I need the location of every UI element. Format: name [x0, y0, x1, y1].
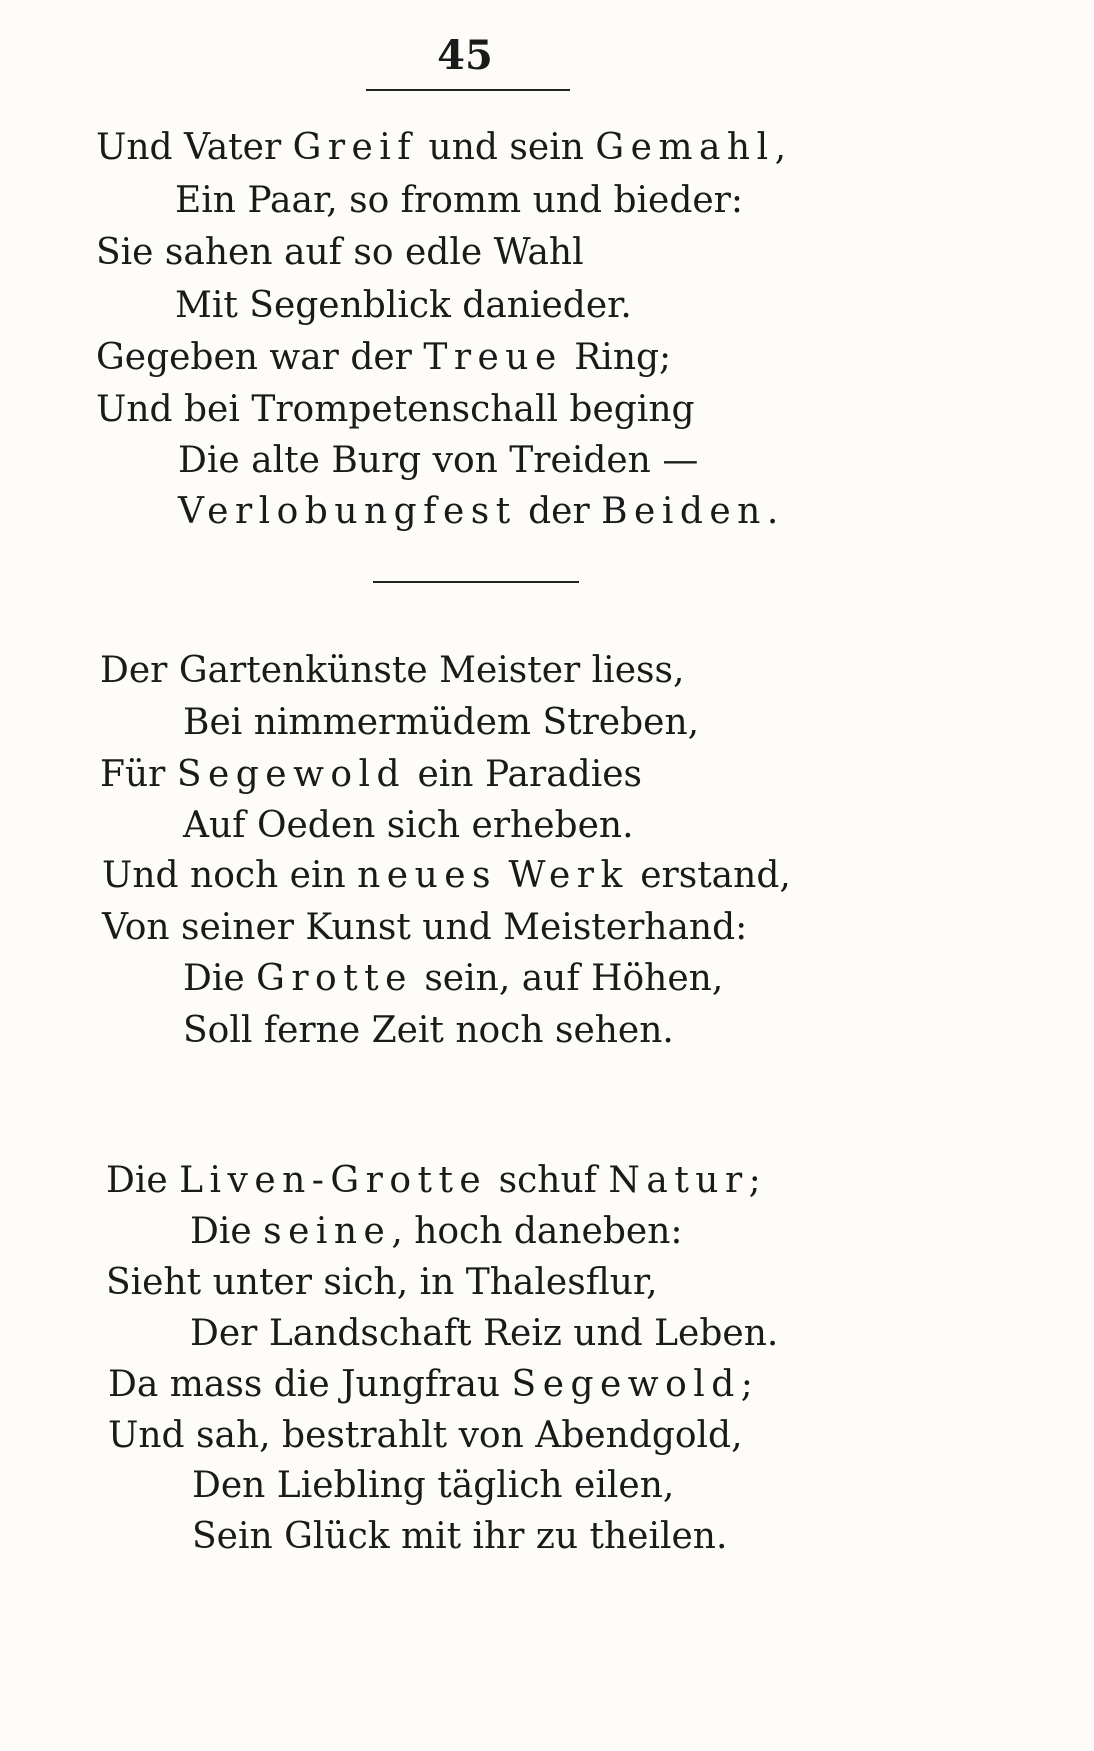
verse-text: Die — [183, 958, 257, 999]
verse-line — [102, 907, 748, 948]
verse-text: erstand, — [628, 855, 791, 896]
verse-text: Sieht unter sich, in Thalesflur, — [106, 1262, 658, 1303]
verse-text: Soll ferne Zeit noch sehen. — [183, 1010, 674, 1051]
verse-line — [106, 1262, 658, 1303]
verse-line — [175, 180, 744, 221]
verse-text: Sie sahen auf so edle Wahl — [96, 232, 584, 273]
spaced-emphasis: Grotte — [256, 958, 413, 999]
spaced-emphasis: Beiden — [601, 491, 767, 532]
verse-line — [96, 337, 672, 378]
verse-text: Der Gartenkünste Meister liess, — [100, 650, 685, 691]
verse-text: Den Liebling täglich eilen, — [192, 1465, 675, 1506]
verse-line — [100, 650, 685, 691]
spaced-emphasis: Liven-Grotte — [179, 1160, 488, 1201]
verse-line — [108, 1415, 743, 1456]
verse-text: , — [774, 127, 787, 168]
section-divider — [373, 581, 579, 583]
verse-text: . — [766, 491, 779, 532]
verse-text: Bei nimmermüdem Streben, — [183, 702, 700, 743]
verse-line — [108, 1364, 753, 1405]
verse-text: , hoch daneben: — [391, 1211, 683, 1252]
verse-text: Ring; — [562, 337, 672, 378]
verse-text: Und bei Trompetenschall beging — [96, 389, 695, 430]
verse-line — [96, 389, 695, 430]
verse-text: Die — [106, 1160, 180, 1201]
verse-text: Gegeben war der — [96, 337, 424, 378]
verse-text: Auf Oeden sich erheben. — [183, 805, 634, 846]
spaced-emphasis: Greif — [292, 127, 418, 168]
verse-text: sein, auf Höhen, — [412, 958, 724, 999]
verse-text: Da mass die Jungfrau — [108, 1364, 512, 1405]
spaced-emphasis: seine — [263, 1211, 392, 1252]
verse-text: Die alte Burg von Treiden — — [178, 440, 699, 481]
verse-text: Ein Paar, so fromm und bieder: — [175, 180, 744, 221]
verse-text: Mit Segenblick danieder. — [175, 285, 632, 326]
verse-text: der — [516, 491, 602, 532]
verse-text: Die — [190, 1211, 264, 1252]
verse-text: Und sah, bestrahlt von Abendgold, — [108, 1415, 743, 1456]
verse-text: ; — [748, 1160, 761, 1201]
spaced-emphasis: Gemahl — [595, 127, 775, 168]
verse-line — [183, 805, 634, 846]
verse-text: Und Vater — [96, 127, 293, 168]
verse-line — [102, 855, 791, 896]
verse-line — [178, 491, 779, 532]
header-rule — [366, 89, 570, 91]
verse-line — [190, 1211, 683, 1252]
verse-line — [190, 1313, 779, 1354]
verse-line — [192, 1516, 728, 1557]
verse-line — [183, 958, 724, 999]
verse-line — [178, 440, 699, 481]
verse-line — [96, 127, 787, 168]
spaced-emphasis: Werk — [508, 855, 629, 896]
spaced-emphasis: Segewold — [511, 1364, 741, 1405]
spaced-emphasis: Segewold — [176, 754, 407, 795]
verse-line — [183, 1010, 674, 1051]
verse-text: Sein Glück mit ihr zu theilen. — [192, 1516, 728, 1557]
spaced-emphasis: Verlobungfest — [178, 491, 517, 532]
verse-text: und sein — [417, 127, 596, 168]
verse-text: Von seiner Kunst und Meisterhand: — [102, 907, 748, 948]
verse-text — [497, 855, 508, 896]
page-number: 45 — [437, 32, 493, 79]
verse-text: ; — [740, 1364, 753, 1405]
verse-line — [100, 754, 643, 795]
verse-line — [175, 285, 632, 326]
spaced-emphasis: Natur — [608, 1160, 749, 1201]
spaced-emphasis: neues — [357, 855, 497, 896]
spaced-emphasis: Treue — [423, 337, 563, 378]
verse-line — [183, 702, 700, 743]
verse-line — [96, 232, 584, 273]
verse-text: Für — [100, 754, 177, 795]
verse-text: ein Paradies — [406, 754, 643, 795]
verse-line — [192, 1465, 675, 1506]
verse-text: Und noch ein — [102, 855, 358, 896]
verse-line — [106, 1160, 761, 1201]
verse-text: Der Landschaft Reiz und Leben. — [190, 1313, 779, 1354]
verse-text: schuf — [487, 1160, 609, 1201]
